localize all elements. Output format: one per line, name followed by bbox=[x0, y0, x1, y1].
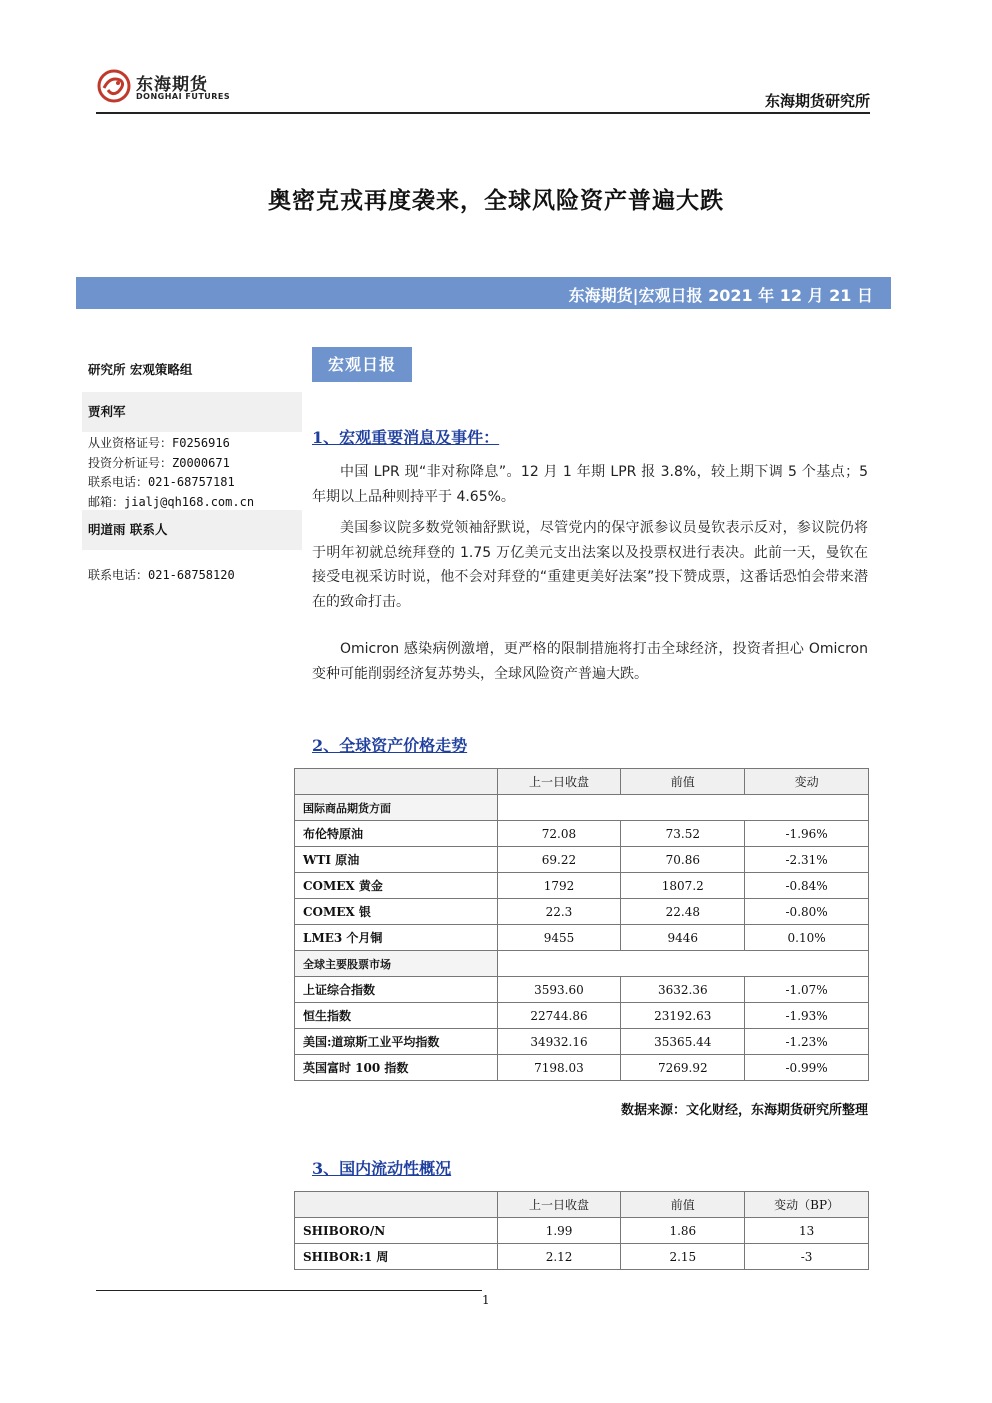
table-row bbox=[295, 977, 869, 1003]
group-empty bbox=[497, 795, 868, 821]
section1-paragraph: Omicron 感染病例激增，更严格的限制措施将打击全球经济，投资者担心 Omicron 变种可能削弱经济复苏势头，全球风险资产普遍大跌。 bbox=[312, 641, 868, 682]
table-row bbox=[295, 873, 869, 899]
footer-divider bbox=[96, 1290, 482, 1291]
analyst-line: 联系电话：021-68757181 bbox=[88, 475, 235, 489]
close-value: 22744.86 bbox=[497, 1003, 621, 1029]
group-label: 全球主要股票市场 bbox=[295, 951, 498, 977]
row-label: SHIBOR:1 周 bbox=[295, 1244, 498, 1270]
liquidity-table bbox=[294, 1191, 869, 1270]
dept-label: 研究所 宏观策略组 bbox=[88, 362, 193, 377]
close-value: 72.08 bbox=[497, 821, 621, 847]
prev-value: 7269.92 bbox=[621, 1055, 745, 1081]
row-label: 美国:道琼斯工业平均指数 bbox=[295, 1029, 498, 1055]
header-cell-empty bbox=[295, 1192, 498, 1218]
close-value: 3593.60 bbox=[497, 977, 621, 1003]
logo-cn-text: 东海期货 bbox=[136, 75, 208, 95]
row-label: SHIBORO/N bbox=[295, 1218, 498, 1244]
analyst-line: 从业资格证号：F0256916 bbox=[88, 436, 230, 450]
header-cell-empty bbox=[295, 769, 498, 795]
table-row bbox=[295, 1244, 869, 1270]
section3-heading: 3、国内流动性概况 bbox=[312, 1159, 452, 1178]
global-asset-table bbox=[294, 768, 869, 1081]
banner-text: 东海期货|宏观日报 2021 年 12 月 21 日 bbox=[568, 286, 873, 305]
prev-value: 35365.44 bbox=[621, 1029, 745, 1055]
table-row bbox=[295, 899, 869, 925]
change-value: -1.93% bbox=[745, 1003, 869, 1029]
row-label: WTI 原油 bbox=[295, 847, 498, 873]
change-value: -0.84% bbox=[745, 873, 869, 899]
row-label: 上证综合指数 bbox=[295, 977, 498, 1003]
change-value: 13 bbox=[745, 1218, 869, 1244]
section1-paragraph: 中国 LPR 现“非对称降息”。12 月 1 年期 LPR 报 3.8%，较上期下调 5 个基点；5 年期以上品种则持平于 4.65%。 bbox=[312, 464, 868, 505]
header-cell: 变动（BP） bbox=[745, 1192, 869, 1218]
change-value: -2.31% bbox=[745, 847, 869, 873]
company-logo bbox=[96, 66, 236, 106]
change-value: -1.07% bbox=[745, 977, 869, 1003]
close-value: 69.22 bbox=[497, 847, 621, 873]
analyst-line: 投资分析证号：Z0000671 bbox=[88, 455, 230, 470]
table-row bbox=[295, 1218, 869, 1244]
table-row bbox=[295, 821, 869, 847]
prev-value: 22.48 bbox=[621, 899, 745, 925]
prev-value: 2.15 bbox=[621, 1244, 745, 1270]
analyst-name: 贾利军 bbox=[82, 392, 302, 432]
close-value: 2.12 bbox=[497, 1244, 621, 1270]
change-value: -3 bbox=[745, 1244, 869, 1270]
group-row bbox=[295, 795, 869, 821]
section1-paragraph: 美国参议院多数党领袖舒默说，尽管党内的保守派参议员曼钦表示反对，参议院仍将于明年初就总统拜登的 1.75 万亿美元支出法案以及投票权进行表决。此前一天，曼钦在接受电视采访时说，他不会对拜登的“重建更美好法案”投下赞成票，这番话恐怕会带来潜在的致命打击。 bbox=[312, 520, 868, 610]
group-empty bbox=[497, 951, 868, 977]
row-label: COMEX 银 bbox=[295, 899, 498, 925]
close-value: 1.99 bbox=[497, 1218, 621, 1244]
close-value: 9455 bbox=[497, 925, 621, 951]
header-cell: 前值 bbox=[621, 1192, 745, 1218]
table-header-row bbox=[295, 769, 869, 795]
header-divider bbox=[96, 112, 870, 114]
contact-name: 明道雨 联系人 bbox=[82, 510, 302, 550]
page-number: 1 bbox=[482, 1293, 490, 1307]
contact-phone: 联系电话：021-68758120 bbox=[88, 568, 235, 582]
header-cell: 前值 bbox=[621, 769, 745, 795]
header-cell: 上一日收盘 bbox=[497, 769, 621, 795]
change-value: -0.80% bbox=[745, 899, 869, 925]
row-label: 恒生指数 bbox=[295, 1003, 498, 1029]
header-cell: 上一日收盘 bbox=[497, 1192, 621, 1218]
close-value: 7198.03 bbox=[497, 1055, 621, 1081]
row-label: COMEX 黄金 bbox=[295, 873, 498, 899]
header-cell: 变动 bbox=[745, 769, 869, 795]
group-row bbox=[295, 951, 869, 977]
close-value: 34932.16 bbox=[497, 1029, 621, 1055]
change-value: -1.23% bbox=[745, 1029, 869, 1055]
prev-value: 3632.36 bbox=[621, 977, 745, 1003]
section1-heading: 1、宏观重要消息及事件： bbox=[312, 428, 500, 447]
report-banner bbox=[76, 277, 891, 309]
dragon-logo-icon bbox=[96, 68, 132, 104]
data-source: 数据来源：文化财经，东海期货研究所整理 bbox=[620, 1103, 868, 1118]
page-title: 奥密克戎再度袭来，全球风险资产普遍大跌 bbox=[268, 187, 724, 214]
prev-value: 73.52 bbox=[621, 821, 745, 847]
prev-value: 1807.2 bbox=[621, 873, 745, 899]
prev-value: 23192.63 bbox=[621, 1003, 745, 1029]
analyst-info bbox=[82, 434, 308, 512]
prev-value: 70.86 bbox=[621, 847, 745, 873]
row-label: 英国富时 100 指数 bbox=[295, 1055, 498, 1081]
change-value: 0.10% bbox=[745, 925, 869, 951]
analyst-email[interactable]: 邮箱：jialj@qh168.com.cn bbox=[88, 494, 255, 509]
row-label: 布伦特原油 bbox=[295, 821, 498, 847]
table-row bbox=[295, 925, 869, 951]
table-row bbox=[295, 1055, 869, 1081]
prev-value: 1.86 bbox=[621, 1218, 745, 1244]
close-value: 22.3 bbox=[497, 899, 621, 925]
table-header-row bbox=[295, 1192, 869, 1218]
row-label: LME3 个月铜 bbox=[295, 925, 498, 951]
table-row bbox=[295, 1029, 869, 1055]
header-org: 东海期货研究所 bbox=[764, 92, 870, 110]
prev-value: 9446 bbox=[621, 925, 745, 951]
section2-heading: 2、全球资产价格走势 bbox=[312, 736, 468, 755]
section-tag: 宏观日报 bbox=[312, 347, 412, 382]
change-value: -0.99% bbox=[745, 1055, 869, 1081]
table-row bbox=[295, 1003, 869, 1029]
close-value: 1792 bbox=[497, 873, 621, 899]
logo-en-text: DONGHAI FUTURES bbox=[136, 92, 231, 101]
group-label: 国际商品期货方面 bbox=[295, 795, 498, 821]
table-row bbox=[295, 847, 869, 873]
change-value: -1.96% bbox=[745, 821, 869, 847]
